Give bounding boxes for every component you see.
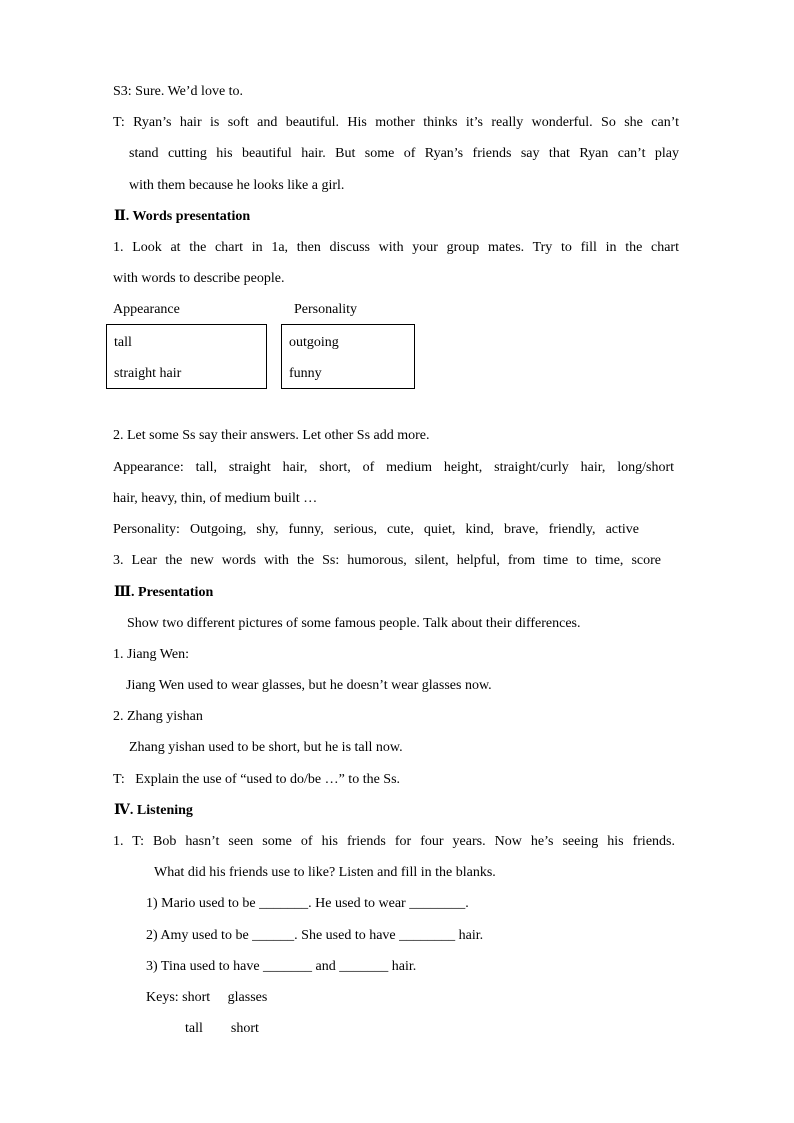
appearance-chart-box	[106, 324, 267, 389]
personality-words-line: Personality: Outgoing, shy, funny, serious, cute, quiet, kind, brave, friendly, active	[113, 522, 639, 537]
dialogue-teacher-line-2: stand cutting his beautiful hair. But some of Ryan’s friends say that Ryan can’t play	[129, 146, 679, 161]
appearance-words-line-2: hair, heavy, thin, of medium built …	[113, 491, 318, 506]
listening-keys-line-1: Keys: short glasses	[146, 990, 268, 1005]
personality-item: outgoing	[289, 335, 339, 350]
personality-chart-box	[281, 324, 415, 389]
listening-item-1-line-1: 1. T: Bob hasn’t seen some of his friends for four years. Now he’s seeing his friends.	[113, 834, 675, 849]
dialogue-teacher-line-3: with them because he looks like a girl.	[129, 178, 345, 193]
section-2-heading: Ⅱ. Words presentation	[114, 209, 251, 224]
listening-item-1-line-2: What did his friends use to like? Listen and fill in the blanks.	[154, 865, 496, 880]
dialogue-teacher-line-1: T: Ryan’s hair is soft and beautiful. His mother thinks it’s really wonderful. So she can’t	[113, 115, 679, 130]
words-item-3: 3. Lear the new words with the Ss: humorous, silent, helpful, from time to time, score	[113, 553, 661, 568]
presentation-item-2-title: 2. Zhang yishan	[113, 709, 203, 724]
dialogue-s3: S3: Sure. We’d love to.	[113, 84, 244, 99]
presentation-teacher-line: T: Explain the use of “used to do/be …” to the Ss.	[113, 772, 401, 787]
words-item-1-line-2: with words to describe people.	[113, 271, 285, 286]
presentation-item-2-text: Zhang yishan used to be short, but he is tall now.	[129, 740, 403, 755]
listening-blank-2: 2) Amy used to be ______. She used to have ________ hair.	[146, 928, 484, 943]
appearance-item: straight hair	[114, 366, 182, 381]
presentation-item-1-title: 1. Jiang Wen:	[113, 647, 189, 662]
presentation-intro: Show two different pictures of some famous people. Talk about their differences.	[127, 616, 581, 631]
appearance-item: tall	[114, 335, 132, 350]
words-item-1-line-1: 1. Look at the chart in 1a, then discuss with your group mates. Try to fill in the chart	[113, 240, 679, 255]
listening-blank-3: 3) Tina used to have _______ and _______ hair.	[146, 959, 417, 974]
words-item-2: 2. Let some Ss say their answers. Let other Ss add more.	[113, 428, 430, 443]
presentation-item-1-text: Jiang Wen used to wear glasses, but he doesn’t wear glasses now.	[126, 678, 492, 693]
appearance-label: Appearance	[113, 302, 180, 317]
section-3-heading: Ⅲ. Presentation	[114, 585, 214, 600]
personality-label: Personality	[294, 302, 357, 317]
section-4-heading: Ⅳ. Listening	[114, 803, 193, 818]
listening-keys-line-2: tall short	[185, 1021, 259, 1036]
appearance-words-line-1: Appearance: tall, straight hair, short, of medium height, straight/curly hair, long/short	[113, 460, 674, 475]
personality-item: funny	[289, 366, 322, 381]
listening-blank-1: 1) Mario used to be _______. He used to wear ________.	[146, 896, 469, 911]
